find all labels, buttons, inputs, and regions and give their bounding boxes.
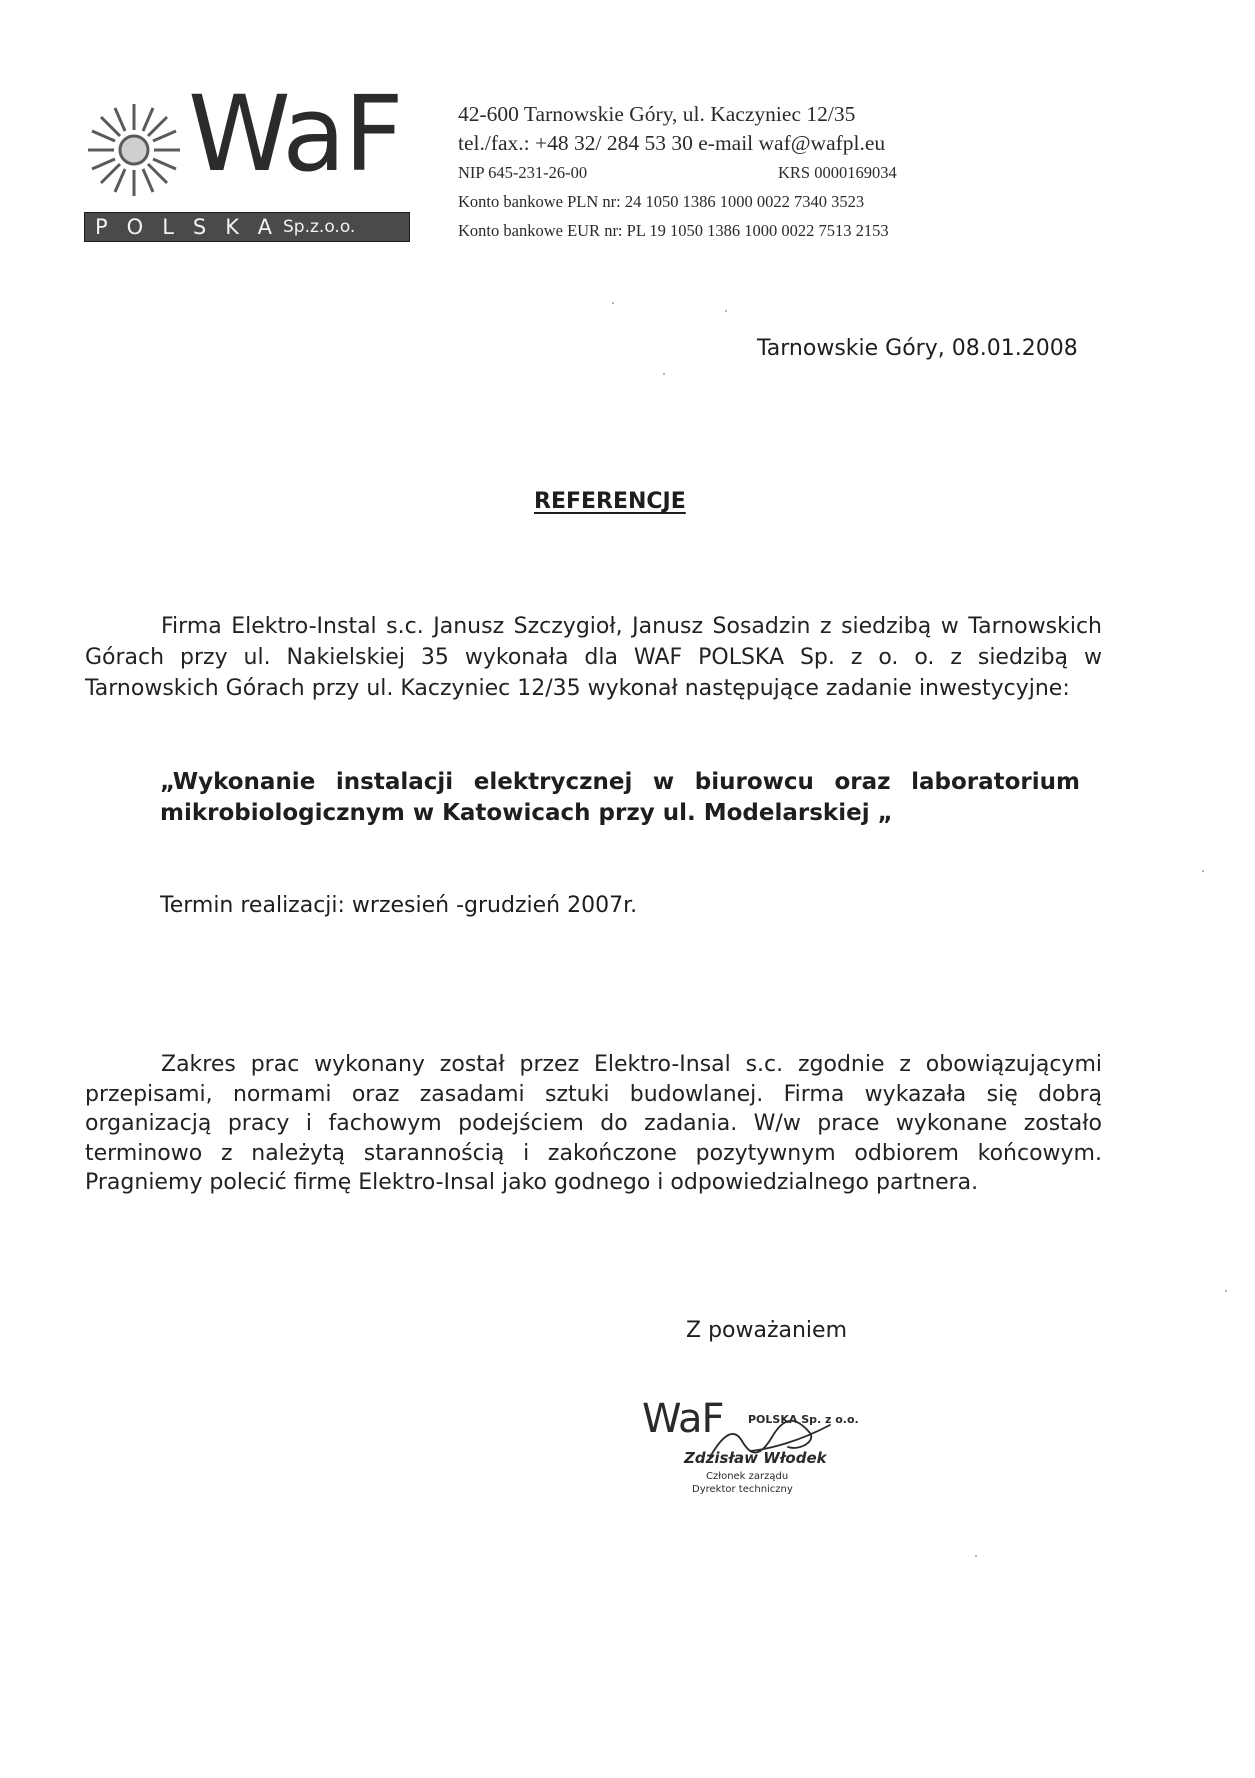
scan-speck — [1225, 1290, 1227, 1292]
company-logo — [84, 73, 414, 248]
stamp-signatory-name: Zdzisław Włodek — [684, 1449, 827, 1467]
company-nip: NIP 645-231-26-00 — [458, 163, 588, 182]
company-address: 42-600 Tarnowskie Góry, ul. Kaczyniec 12/35 — [458, 102, 856, 126]
company-stamp — [640, 1393, 880, 1513]
realization-term: Termin realizacji: wrzesień -grudzień 2007r. — [160, 893, 638, 918]
scan-speck — [725, 310, 727, 312]
scan-speck — [975, 1555, 977, 1557]
bank-account-pln: Konto bankowe PLN nr: 24 1050 1386 1000 0022 7340 3523 — [458, 192, 865, 211]
logo-company-name: POLSKA — [95, 215, 291, 239]
scan-speck — [612, 302, 614, 304]
letterhead-contact — [458, 100, 897, 245]
letter-paragraph-1: Firma Elektro-Instal s.c. Janusz Szczygioł, Janusz Sosadzin z siedzibą w Tarnowskich Górach przy ul. Nakielskiej 35 wykonała dla WAF POLSKA Sp. z o. o. z siedzibą w Tarnowskich Górach przy ul. Kaczyniec 12/35 wykonał następujące zadanie inwestycyjne: — [85, 614, 1102, 701]
stamp-signatory-role: Członek zarządu — [706, 1471, 789, 1482]
letter-closing: Z poważaniem — [686, 1318, 848, 1343]
stamp-logo: WaF — [642, 1396, 724, 1442]
scan-speck — [663, 373, 665, 375]
letter-paragraph-2: Zakres prac wykonany został przez Elektro-Insal s.c. zgodnie z obowiązującymi przepisami, normami oraz zasadami sztuki budowlanej. Firma wykazała się dobrą organizacją pracy i fachowym podejściem do zadania. W/w prace wykonane zostało terminowo z należytą starannością i zakończone pozytywnym odbiorem końcowym. Pragniemy polecić firmę Elektro-Insal jako godnego i odpowiedzialnego partnera. — [85, 1052, 1102, 1195]
logo-wordmark: WaF — [188, 73, 402, 195]
logo-company-bar — [84, 212, 410, 242]
stamp-signatory-title: Dyrektor techniczny — [692, 1484, 793, 1495]
handwritten-signature — [680, 1411, 840, 1475]
logo-company-suffix: Sp.z.o.o. — [283, 217, 356, 237]
company-krs: KRS 0000169034 — [778, 163, 897, 182]
stamp-company: POLSKA Sp. z o.o. — [748, 1413, 859, 1426]
scan-speck — [1202, 870, 1204, 872]
bank-account-eur: Konto bankowe EUR nr: PL 19 1050 1386 1000 0022 7513 2153 — [458, 221, 889, 240]
letter-date: Tarnowskie Góry, 08.01.2008 — [757, 336, 1078, 361]
project-name-quote: „Wykonanie instalacji elektrycznej w biurowcu oraz laboratorium mikrobiologicznym w Katowicach przy ul. Modelarskiej „ — [160, 769, 1080, 826]
company-phone-email: tel./fax.: +48 32/ 284 53 30 e-mail waf@wafpl.eu — [458, 131, 886, 155]
company-ids — [458, 158, 897, 187]
sun-icon — [84, 100, 184, 200]
letter-title: REFERENCJE — [534, 489, 686, 514]
